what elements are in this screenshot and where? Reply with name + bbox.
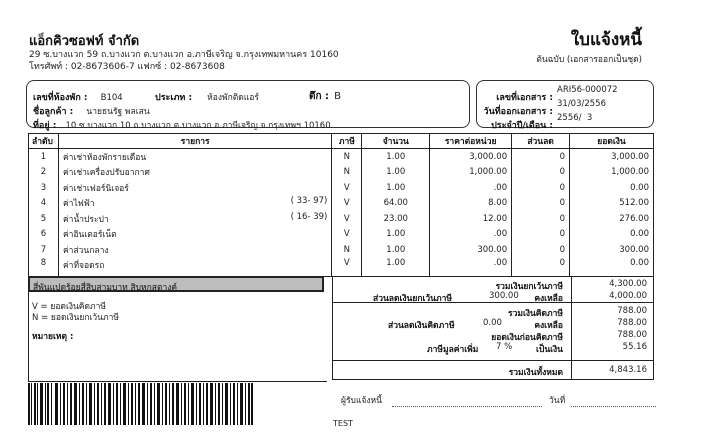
issue-date-label: วันที่ออกเอกสาร : xyxy=(483,107,553,117)
row-no: 6 xyxy=(29,227,59,243)
row-item xyxy=(58,165,331,181)
header-discount: ส่วนลด xyxy=(512,134,570,149)
receiver-label: ผู้รับแจ้งหนี้ xyxy=(341,396,382,406)
room-value: B104 xyxy=(100,93,123,103)
row-qty: 1.00 xyxy=(362,165,430,181)
divider xyxy=(333,360,653,361)
company-name: แอ็กคิวซอฟท์ จำกัด xyxy=(29,34,140,49)
exempt-total: 4,300.00 xyxy=(609,279,647,289)
receiver-signature-line[interactable] xyxy=(392,406,542,407)
header-no: ลำดับ xyxy=(29,134,59,149)
legend-n: N = ยอดเงินยกเว้นภาษี xyxy=(32,313,119,323)
row-amount: 1,000.00 xyxy=(570,165,654,181)
row-discount: 0 xyxy=(512,242,570,258)
table-row xyxy=(29,196,654,212)
grand-total-label: รวมเงินทั้งหมด xyxy=(508,368,563,378)
row-item-label: ค่าอินเตอร์เน็ต xyxy=(62,230,117,241)
row-item-label: ค่าเช่าห้องพักรายเดือน xyxy=(62,152,147,163)
taxable-discount: 0.00 xyxy=(483,318,502,328)
table-row xyxy=(29,227,654,243)
table-row xyxy=(29,180,654,196)
vat-amount-label: เป็นเงิน xyxy=(536,345,563,355)
row-qty: 1.00 xyxy=(362,242,430,258)
remark-label: หมายเหตุ : xyxy=(32,332,74,342)
exempt-discount: 300.00 xyxy=(489,291,519,301)
amount-in-words: สี่พันแปดร้อยสี่สิบสามบาท สิบหกสตางค์ xyxy=(28,276,324,292)
row-qty: 23.00 xyxy=(362,211,430,227)
header-tax: ภาษี xyxy=(332,134,362,149)
row-tax: N xyxy=(332,242,362,258)
row-discount: 0 xyxy=(512,149,570,165)
customer-name-value: นายธนรัฐ พลเสน xyxy=(86,107,150,117)
row-item-label: ค่าไฟฟ้า xyxy=(62,199,95,210)
row-item xyxy=(58,258,331,277)
row-item xyxy=(58,227,331,243)
row-meter: ( 33- 97) xyxy=(290,196,328,207)
building-label: ตึก : xyxy=(309,91,330,102)
row-no: 5 xyxy=(29,211,59,227)
company-address: 29 ซ.บางแวก 59 ถ.บางแวก ต.บางแวก อ.ภาษีเจริญ จ.กรุงเทพมหานคร 10160 xyxy=(29,50,339,60)
taxable-discount-label: ส่วนลดเงินคิดภาษี xyxy=(388,321,455,331)
type-label: ประเภท : xyxy=(155,93,193,103)
barcode-icon xyxy=(28,383,253,425)
row-qty: 1.00 xyxy=(362,227,430,243)
docno-value: ARI56-000072 xyxy=(557,85,618,95)
row-qty: 1.00 xyxy=(362,149,430,165)
row-price: 300.00 xyxy=(430,242,512,258)
row-price: .00 xyxy=(430,180,512,196)
row-discount: 0 xyxy=(512,196,570,212)
period-label: ประจำปี/เดือน : xyxy=(491,121,553,131)
legend-v: V = ยอดเงินคิดภาษี xyxy=(32,302,106,312)
header-unit-price: ราคาต่อหน่วย xyxy=(430,134,512,149)
row-qty: 1.00 xyxy=(362,258,430,277)
taxable-total: 788.00 xyxy=(617,306,647,316)
row-item-label: ค่าที่จอดรถ xyxy=(62,260,105,271)
row-price: 12.00 xyxy=(430,211,512,227)
row-item xyxy=(58,211,331,227)
row-discount: 0 xyxy=(512,180,570,196)
row-no: 8 xyxy=(29,258,59,277)
table-row xyxy=(29,258,654,277)
row-item xyxy=(58,196,331,212)
row-item xyxy=(58,180,331,196)
summary-totals-box xyxy=(332,276,654,380)
row-no: 3 xyxy=(29,180,59,196)
type-value: ห้องพักติดแอร์ xyxy=(207,93,259,103)
vat-rate: 7 % xyxy=(496,342,513,352)
row-discount: 0 xyxy=(512,165,570,181)
table-header-row xyxy=(29,134,654,149)
row-item xyxy=(58,149,331,165)
row-discount: 0 xyxy=(512,211,570,227)
date-signature-line[interactable] xyxy=(571,406,656,407)
row-tax: V xyxy=(332,227,362,243)
row-meter: ( 16- 39) xyxy=(290,211,328,222)
row-price: 1,000.00 xyxy=(430,165,512,181)
row-no: 1 xyxy=(29,149,59,165)
exempt-remain-label: คงเหลือ xyxy=(534,294,563,304)
items-table xyxy=(28,133,654,277)
row-tax: N xyxy=(332,165,362,181)
row-amount: 0.00 xyxy=(570,258,654,277)
document-subtitle: ต้นฉบับ (เอกสารออกเป็นชุด) xyxy=(536,55,642,65)
vat-label: ภาษีมูลค่าเพิ่ม xyxy=(427,345,479,355)
header-qty: จำนวน xyxy=(362,134,430,149)
address-value: 10 ซ.บางแวก 10 ถ.บางแวก ต.บางแวก อ.ภาษีเจริญ จ.กรุงเทพฯ 10160 xyxy=(65,121,331,131)
room-label: เลขที่ห้องพัก : xyxy=(33,93,88,103)
exempt-total-label: รวมเงินยกเว้นภาษี xyxy=(495,282,563,292)
header-item: รายการ xyxy=(58,134,331,149)
row-price: .00 xyxy=(430,227,512,243)
row-no: 4 xyxy=(29,196,59,212)
row-amount: 0.00 xyxy=(570,180,654,196)
document-title: ใบแจ้งหนี้ xyxy=(570,30,642,50)
row-price: .00 xyxy=(430,258,512,277)
row-discount: 0 xyxy=(512,227,570,243)
address-label: ที่อยู่ : xyxy=(33,121,57,131)
exempt-remain: 4,000.00 xyxy=(609,291,647,301)
row-item xyxy=(58,242,331,258)
amount-column-divider xyxy=(571,277,572,379)
row-discount: 0 xyxy=(512,258,570,277)
row-tax: V xyxy=(332,258,362,277)
row-amount: 276.00 xyxy=(570,211,654,227)
company-contact: โทรศัพท์ : 02-8673606-7 แฟกซ์ : 02-8673608 xyxy=(29,62,225,72)
document-info-box xyxy=(476,80,654,131)
row-amount: 0.00 xyxy=(570,227,654,243)
row-price: 3,000.00 xyxy=(430,149,512,165)
pre-tax-label: ยอดเงินก่อนคิดภาษี xyxy=(491,333,563,343)
row-tax: V xyxy=(332,211,362,227)
taxable-remain-label: คงเหลือ xyxy=(534,321,563,331)
header-amount: ยอดเงิน xyxy=(570,134,654,149)
row-tax: V xyxy=(332,180,362,196)
vat-amount: 55.16 xyxy=(622,342,647,352)
pre-tax: 788.00 xyxy=(617,330,647,340)
row-amount: 300.00 xyxy=(570,242,654,258)
grand-total: 4,843.16 xyxy=(609,365,647,375)
row-tax: N xyxy=(332,149,362,165)
table-row xyxy=(29,211,654,227)
table-row xyxy=(29,165,654,181)
footer-note: TEST xyxy=(333,419,353,428)
taxable-total-label: รวมเงินคิดภาษี xyxy=(508,309,563,319)
row-no: 7 xyxy=(29,242,59,258)
row-item-label: ค่าเช่าเฟอร์นิเจอร์ xyxy=(62,183,129,194)
row-amount: 512.00 xyxy=(570,196,654,212)
date-label: วันที่ xyxy=(549,396,566,406)
row-item-label: ค่าเช่าเครื่องปรับอากาศ xyxy=(62,168,150,179)
exempt-discount-label: ส่วนลดเงินยกเว้นภาษี xyxy=(373,294,452,304)
period-value: 2556/ 3 xyxy=(557,113,593,123)
row-qty: 1.00 xyxy=(362,180,430,196)
row-item-label: ค่าน้ำประปา xyxy=(62,214,109,225)
row-price: 8.00 xyxy=(430,196,512,212)
docno-label: เลขที่เอกสาร : xyxy=(496,93,553,103)
taxable-remain: 788.00 xyxy=(617,318,647,328)
customer-name-label: ชื่อลูกค้า : xyxy=(33,107,74,117)
row-item-label: ค่าส่วนกลาง xyxy=(62,245,109,256)
table-row xyxy=(29,149,654,165)
row-qty: 64.00 xyxy=(362,196,430,212)
row-tax: V xyxy=(332,196,362,212)
row-no: 2 xyxy=(29,165,59,181)
row-amount: 3,000.00 xyxy=(570,149,654,165)
table-row xyxy=(29,242,654,258)
customer-info-box xyxy=(26,80,470,131)
issue-date-value: 31/03/2556 xyxy=(557,99,606,109)
building-value: B xyxy=(334,91,341,102)
